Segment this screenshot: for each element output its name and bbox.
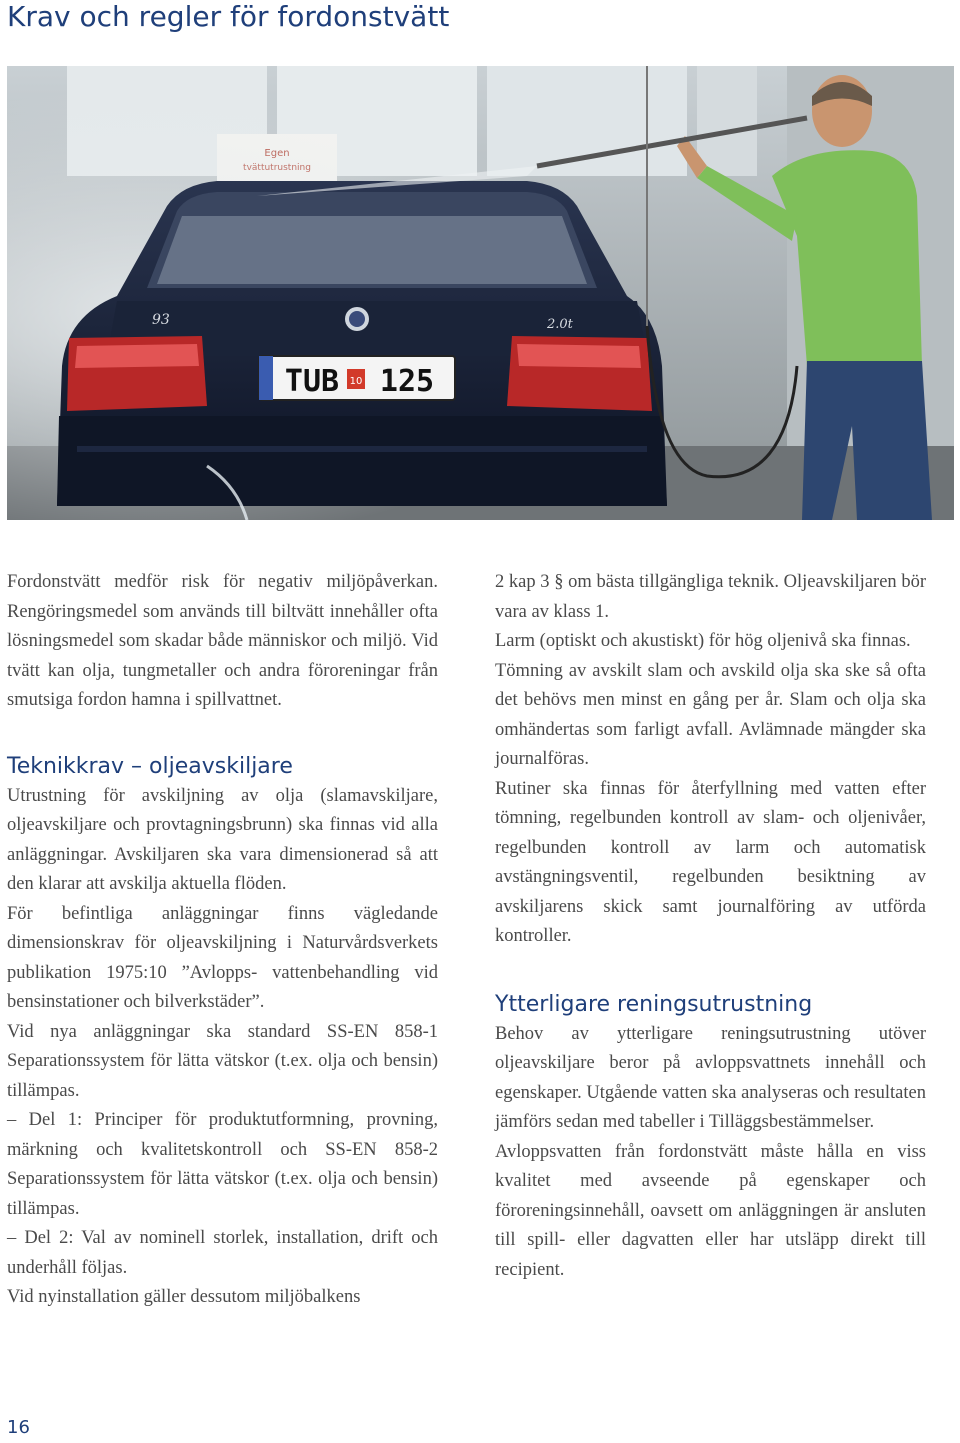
heading-reningsutrustning: Ytterligare reningsutrustning bbox=[495, 991, 813, 1017]
badge-right: 2.0t bbox=[547, 317, 573, 332]
left-paragraph-1: Utrustning för avskiljning av olja (slamavskiljare, oljeavskiljare och provtagningsbrunn) ska finnas vid alla anläggningar. Avskiljaren ska vara dimensionerad så att den klarar att avskilja aktuella flöden. bbox=[7, 785, 438, 894]
page-number: 16 bbox=[7, 1417, 30, 1438]
left-column bbox=[7, 568, 438, 1313]
right-paragraph-1: 2 kap 3 § om bästa tillgängliga teknik. Oljeavskiljaren bör vara av klass 1. bbox=[495, 572, 926, 622]
car-wash-photo bbox=[7, 66, 954, 520]
left-paragraph-6: Vid nyinstallation gäller dessutom miljöbalkens bbox=[7, 1287, 361, 1307]
right-paragraph-3: Tömning av avskilt slam och avskild olja ska ske så ofta det behövs men minst en gång per år. Slam och olja ska omhändertas som farligt avfall. Avlämnade mängder ska journalföras. bbox=[495, 660, 926, 769]
page-title: Krav och regler för fordonstvätt bbox=[7, 0, 450, 33]
left-paragraph-3: Vid nya anläggningar ska standard SS-EN 858-1 Separationssystem för lätta vätskor (t.ex. olja och bensin) tillämpas. bbox=[7, 1021, 438, 1101]
right-paragraph-6: Avloppsvatten från fordonstvätt måste hålla en viss kvalitet med avseende på egenskaper och föroreningsinnehåll, oavsett om anläggningen är ansluten till spill- eller dagvatten eller har utsläpp direkt till recipient. bbox=[495, 1141, 926, 1280]
right-paragraph-4: Rutiner ska finnas för återfyllning med vatten efter tömning, regelbunden kontroll av slam- och oljenivåer, regelbunden kontroll av larm och automatisk avstängningsventil, regelbunden besiktning av avskiljarens skick samt journalföring av utförda kontroller. bbox=[495, 778, 926, 946]
svg-text:125: 125 bbox=[379, 364, 435, 399]
right-paragraph-5: Behov av ytterligare reningsutrustning utöver oljeavskiljare beror på avloppsvattnets innehåll och egenskaper. Utgående vatten ska analyseras och resultaten jämförs sedan med tabeller i Tilläggsbestämmelser. bbox=[495, 1023, 926, 1132]
left-paragraph-5: – Del 2: Val av nominell storlek, installation, drift och underhåll följas. bbox=[7, 1228, 438, 1278]
right-paragraph-2: Larm (optiskt och akustiskt) för hög oljenivå ska finnas. bbox=[495, 631, 911, 651]
left-paragraph-4: – Del 1: Principer för produktutformning, provning, märkning och kvalitetskontroll och SS-EN 858-2 Separationssystem för lätta vätskor (t.ex. olja och bensin) tillämpas. bbox=[7, 1110, 438, 1219]
left-paragraph-2: För befintliga anläggningar finns vägledande dimensionskrav för oljeavskiljning i Naturvårdsverkets publikation 1975:10 ”Avlopps- vattenbehandling vid bensinstationer och bilverkstäder”. bbox=[7, 903, 438, 1012]
right-column bbox=[495, 568, 926, 1285]
intro-paragraph: Fordonstvätt medför risk för negativ miljöpåverkan. Rengöringsmedel som används till biltvätt innehåller ofta lösningsmedel som skadar både människor och miljö. Vid tvätt kan olja, tungmetaller och andra föroreningar från smutsiga fordon hamna i spillvattnet. bbox=[7, 572, 438, 710]
plate-small-text: 10 bbox=[349, 376, 363, 387]
badge-left: 93 bbox=[152, 312, 170, 328]
svg-text:TUB: TUB bbox=[284, 364, 340, 399]
heading-oljeavskiljare: Teknikkrav – oljeavskiljare bbox=[7, 753, 293, 779]
